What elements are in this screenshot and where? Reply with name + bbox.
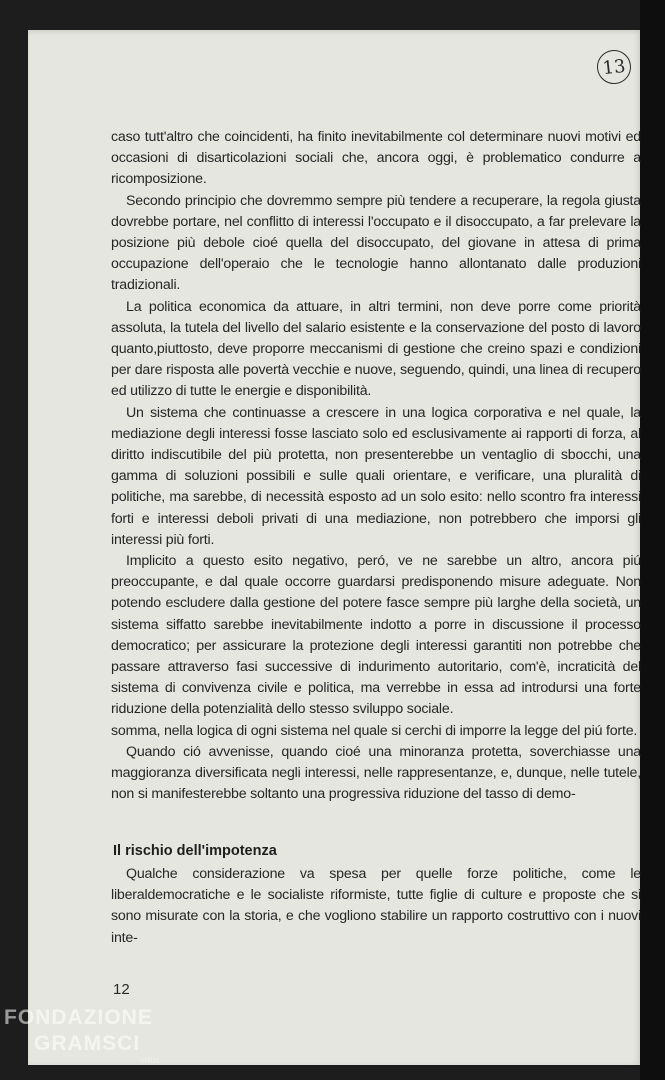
paragraph: Un sistema che continuasse a crescere in una logica corporativa e nel quale, la mediazione degli interessi fosse lasciato solo ed esclusivamente ai rapporti di forza, al diritto indiscutibile del più protetta, non presenterebbe un ventaglio di sbocchi, una gamma di soluzioni possibili e sulle quali orientare, e verificare, una pluralità di politiche, ma sarebbe, di necessità esposto ad un solo esito: nello scontro fra interessi forti e interessi deboli privati di una mediazione, non potrebbero che imporsi gli interessi più forti. bbox=[111, 404, 641, 548]
watermark-logo bbox=[4, 1006, 204, 1076]
page-number: 12 bbox=[113, 981, 130, 998]
paragraph: somma, nella logica di ogni sistema nel quale si cerchi di imporre la legge del piú forte. bbox=[111, 722, 638, 739]
body-text-block-2 bbox=[111, 864, 641, 949]
paragraph: Secondo principio che dovremmo sempre più tendere a recuperare, la regola giusta dovrebbe portare, nel conflitto di interessi l'occupato e il disoccupato, a far prelevare la posizione più debole cioé quella del disoccupato, del giovane in attesa di prima occupazione dell'operaio che le tecnologie hanno allontanato dalle produzioni tradizionali. bbox=[111, 192, 641, 294]
scan-dark-edge bbox=[640, 0, 665, 1080]
paragraph: Implicito a questo esito negativo, peró, ve ne sarebbe un altro, ancora piú preoccupante, e dal quale occorre guardarsi predisponendo misure adeguate. Non potendo escludere dalla gestione del potere fasce sempre più larghe della società, un sistema siffatto sarebbe inevitabilmente indotto a porre in discussione il processo democratico; per assicurare la protezione degli interessi garantiti non potrebbe che passare attraverso fasi successive di indurimento autoritario, com'è, incraticità del sistema di convivenza civile e politica, ma verrebbe in essa ad introdursi una forte riduzione della potenzialità dello stesso sviluppo sociale. bbox=[111, 553, 641, 718]
paragraph: Qualche considerazione va spesa per quelle forze politiche, come le liberaldemocratiche e le socialiste riformiste, tutte figlie di culture e proposte che si sono misurate con la storia, e che vogliono stabilire un rapporto costruttivo con i nuovi inte- bbox=[111, 866, 641, 946]
paragraph: caso tutt'altro che coincidenti, ha finito inevitabilmente col determinare nuovi motivi ed occasioni di disarticolazioni sociali che, ancora oggi, è problematico condurre a ricomposizione. bbox=[111, 129, 641, 188]
watermark-line-2: GRAMSCI bbox=[34, 1032, 141, 1055]
watermark-line-1: FONDAZIONE bbox=[4, 1006, 153, 1029]
handwritten-page-number: 13 bbox=[601, 55, 627, 79]
body-text-block bbox=[111, 127, 641, 806]
watermark-small-text: onlus bbox=[140, 1056, 160, 1065]
section-heading: Il rischio dell'impotenza bbox=[113, 843, 277, 859]
paragraph: La politica economica da attuare, in altri termini, non deve porre come priorità assoluta, la tutela del livello del salario esistente e la conservazione del posto di lavoro quanto,piuttosto, deve proporre meccanismi di gestione che creino spazi e condizioni per dare risposta alle povertà vecchie e nuove, seguendo, quindi, una linea di recupero ed utilizzo di tutte le energie e disponibilità. bbox=[111, 298, 641, 400]
paragraph: Quando ció avvenisse, quando cioé una minoranza protetta, soverchiasse una maggioranza diversificata negli interessi, nelle rappresentanze, e, dunque, nelle tutele, non si manifesterebbe soltanto una progressiva riduzione del tasso di demo- bbox=[111, 743, 641, 803]
